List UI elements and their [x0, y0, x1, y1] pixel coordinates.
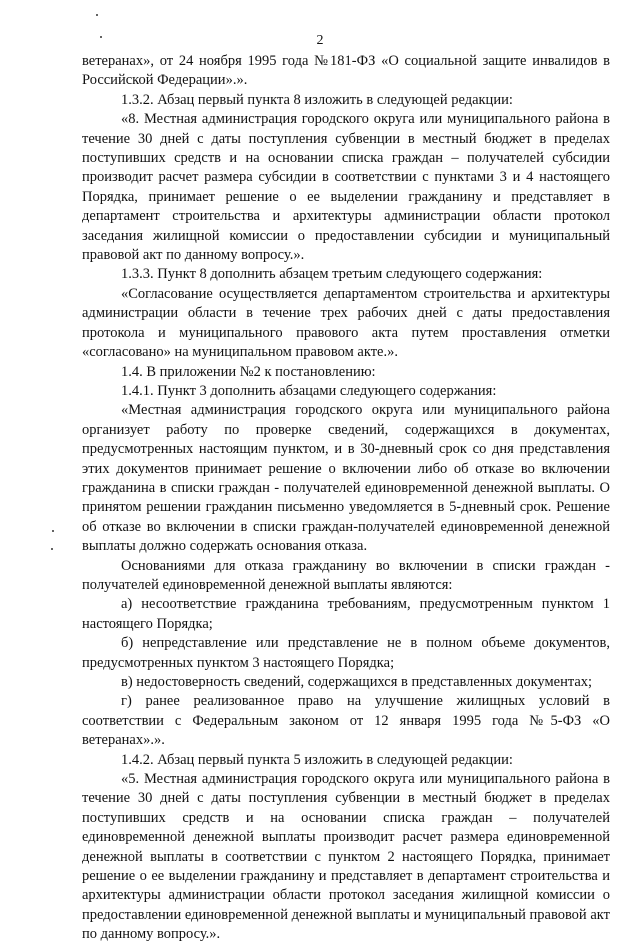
paragraph: «Согласование осуществляется департаментом строительства и архитектуры администрации области в течение трех рабочих дней с даты предоставления протокола и муниципального правового акта путем проставления отметки «согласовано» на муниципальном правовом акте.».: [82, 285, 610, 361]
paragraph: а) несоответствие гражданина требованиям, предусмотренным пунктом 1 настоящего Порядка;: [82, 596, 610, 632]
scan-speck: [100, 36, 102, 38]
paragraph: г) ранее реализованное право на улучшение жилищных условий в соответствии с Федеральным законом от 12 января 1995 года №5-ФЗ «О ветеранах».».: [82, 693, 610, 749]
scan-speck: [96, 14, 98, 16]
page-number: 2: [316, 33, 324, 48]
paragraph: б) непредставление или представление не в полном объеме документов, предусмотренных пунктом 3 настоящего Порядка;: [82, 635, 610, 671]
paragraph: ветеранах», от 24 ноября 1995 года №181-ФЗ «О социальной защите инвалидов в Российской Федерации».».: [82, 53, 610, 89]
paragraph: в) недостоверность сведений, содержащихся в представленных документах;: [121, 674, 593, 690]
document-body: [82, 52, 610, 945]
scan-speck: [52, 530, 54, 532]
paragraph: 1.4.1. Пункт 3 дополнить абзацами следующего содержания:: [121, 382, 497, 399]
paragraph: 1.3.2. Абзац первый пункта 8 изложить в следующей редакции:: [121, 91, 513, 108]
scan-speck: [51, 548, 53, 550]
paragraph: 1.4.2. Абзац первый пункта 5 изложить в следующей редакции:: [121, 751, 513, 768]
paragraph: 1.3.3. Пункт 8 дополнить абзацем третьим следующего содержания:: [121, 266, 543, 283]
paragraph: «Местная администрация городского округа или муниципального района организует работу по проверке сведений, содержащихся в документах, предусмотренных настоящим пунктом, и в 30-дневный срок со дня представления этих документов принимает решение о включении либо об отказе во включении гражданина в списки граждан - получателей единовременной денежной выплаты. О принятом решении гражданин письменно уведомляется в 5-дневный срок. Решение об отказе во включении в списки граждан-получателей единовременной денежной выплаты должно содержать основания отказа.: [82, 402, 610, 555]
paragraph: «5. Местная администрация городского округа или муниципального района в течение 30 дней с даты поступления субвенции в местный бюджет в пределах поступивших средств и на основании списка граждан – получателей единовременной денежной выплаты производит расчет размера единовременной денежной выплаты в соответствии с пунктом 2 настоящего Порядка, принимает решение о ее выделении гражданину и представляет в департамент строительства и архитектуры администрации области протокол заседания жилищной комиссии о предоставлении единовременной денежной выплаты и муниципальный правовой акт по данному вопросу.».: [82, 771, 610, 943]
paragraph: Основаниями для отказа гражданину во включении в списки граждан - получателей единовременной денежной выплаты являются:: [82, 557, 610, 593]
paragraph: «8. Местная администрация городского округа или муниципального района в течение 30 дней с даты поступления субвенции в местный бюджет в пределах поступивших средств и на основании списка граждан – получателей субсидии производит расчет размера субсидии в соответствии с пунктами 3 и 4 настоящего Порядка, принимает решение о ее выделении гражданину и представляет в департамент строительства и архитектуры администрации области протокол заседания жилищной комиссии о предоставлении субсидии и муниципальный правовой акт по данному вопросу.».: [82, 111, 610, 264]
paragraph: 1.4. В приложении №2 к постановлению:: [121, 363, 376, 380]
